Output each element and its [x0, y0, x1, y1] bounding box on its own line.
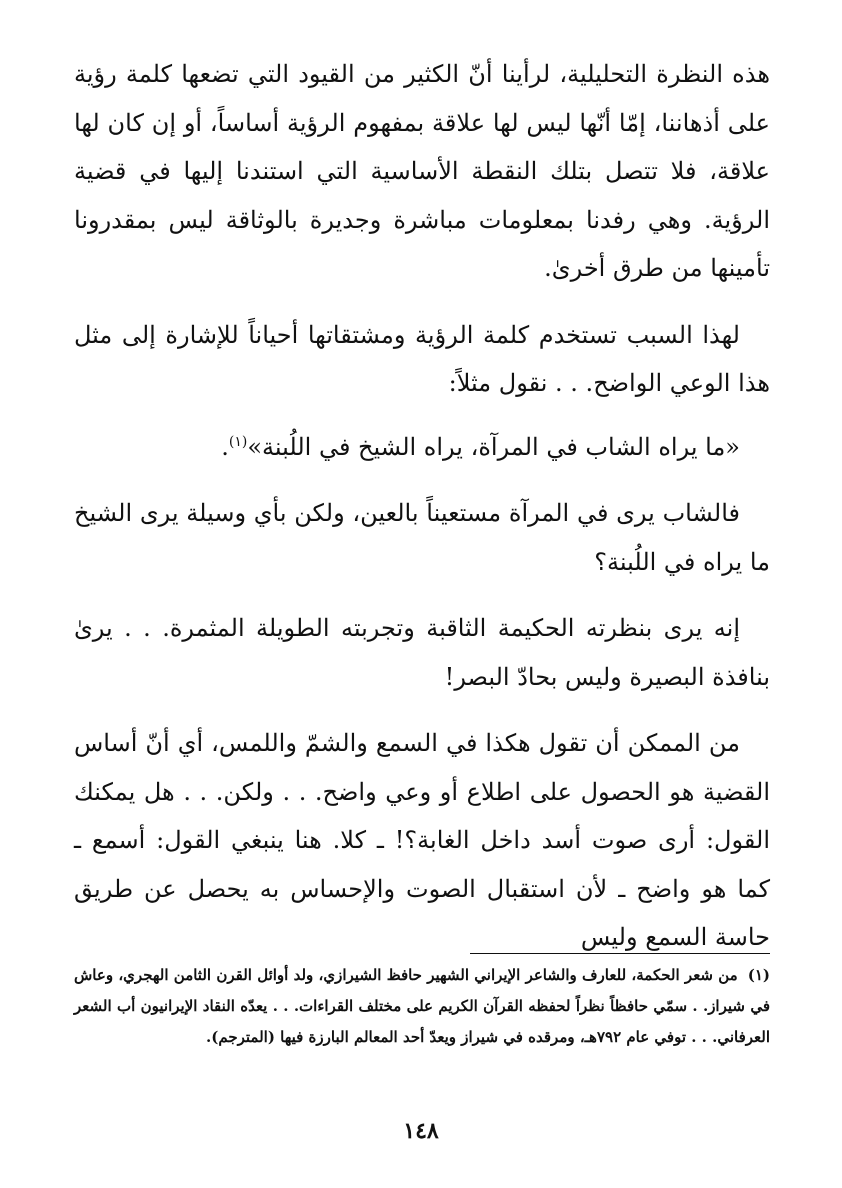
- footnote-number: (١): [747, 966, 770, 984]
- body-text: [74, 50, 770, 962]
- footnote-reference[interactable]: (١): [228, 433, 248, 450]
- paragraph-5: إنه يرى بنظرته الحكيمة الثاقبة وتجربته الطويلة المثمرة. . . يرىٰ بنافذة البصيرة وليس بحادّ البصر!: [74, 614, 770, 691]
- page-number: ١٤٨: [403, 1118, 439, 1144]
- paragraph-4: فالشاب يرى في المرآة مستعيناً بالعين، ولكن بأي وسيلة يرى الشيخ ما يراه في اللُبنة؟: [74, 499, 770, 576]
- footnote: [74, 960, 770, 1053]
- quote-end-punctuation: .: [221, 432, 229, 461]
- paragraph-2: لهذا السبب تستخدم كلمة الرؤية ومشتقاتها أحياناً للإشارة إلى مثل هذا الوعي الواضح. . . نقول مثلاً:: [74, 320, 770, 397]
- footnote-text: من شعر الحكمة، للعارف والشاعر الإيراني الشهير حافظ الشيرازي، ولد أوائل القرن الثامن الهجري، وعاش في شيراز. . سمّي حافظاً نظراً لحفظه القرآن الكريم على مختلف القراءات. . . يعدّه النقاد الإيرانيون أب الشعر العرفاني. . . توفي عام ٧٩٢هـ، ومرقده في شيراز ويعدّ أحد المعالم البارزة فيها (المترجم).: [74, 966, 770, 1046]
- paragraph-1: هذه النظرة التحليلية، لرأينا أنّ الكثير من القيود التي تضعها كلمة رؤية على أذهاننا، إمّا أنّها ليس لها علاقة بمفهوم الرؤية أساساً، أو إن كان لها علاقة، فلا تتصل بتلك النقطة الأساسية التي استندنا إليها في قضية الرؤية. وهي رفدنا بمعلومات مباشرة وجديرة بالوثاقة ليس بمقدرونا تأمينها من طرق أخرىٰ.: [74, 60, 770, 282]
- poetry-quote: «ما يراه الشاب في المرآة، يراه الشيخ في اللُبنة»: [247, 432, 740, 461]
- quote-paragraph: [74, 423, 770, 472]
- footnote-divider: [470, 953, 770, 954]
- paragraph-6: من الممكن أن تقول هكذا في السمع والشمّ واللمس، أي أنّ أساس القضية هو الحصول على اطلاع أو وعي واضح. . . ولكن. . . هل يمكنك القول: أرى صوت أسد داخل الغابة؟! ـ كلا. هنا ينبغي القول: أسمع ـ كما هو واضح ـ لأن استقبال الصوت والإحساس به يحصل عن طريق حاسة السمع وليس: [74, 729, 770, 951]
